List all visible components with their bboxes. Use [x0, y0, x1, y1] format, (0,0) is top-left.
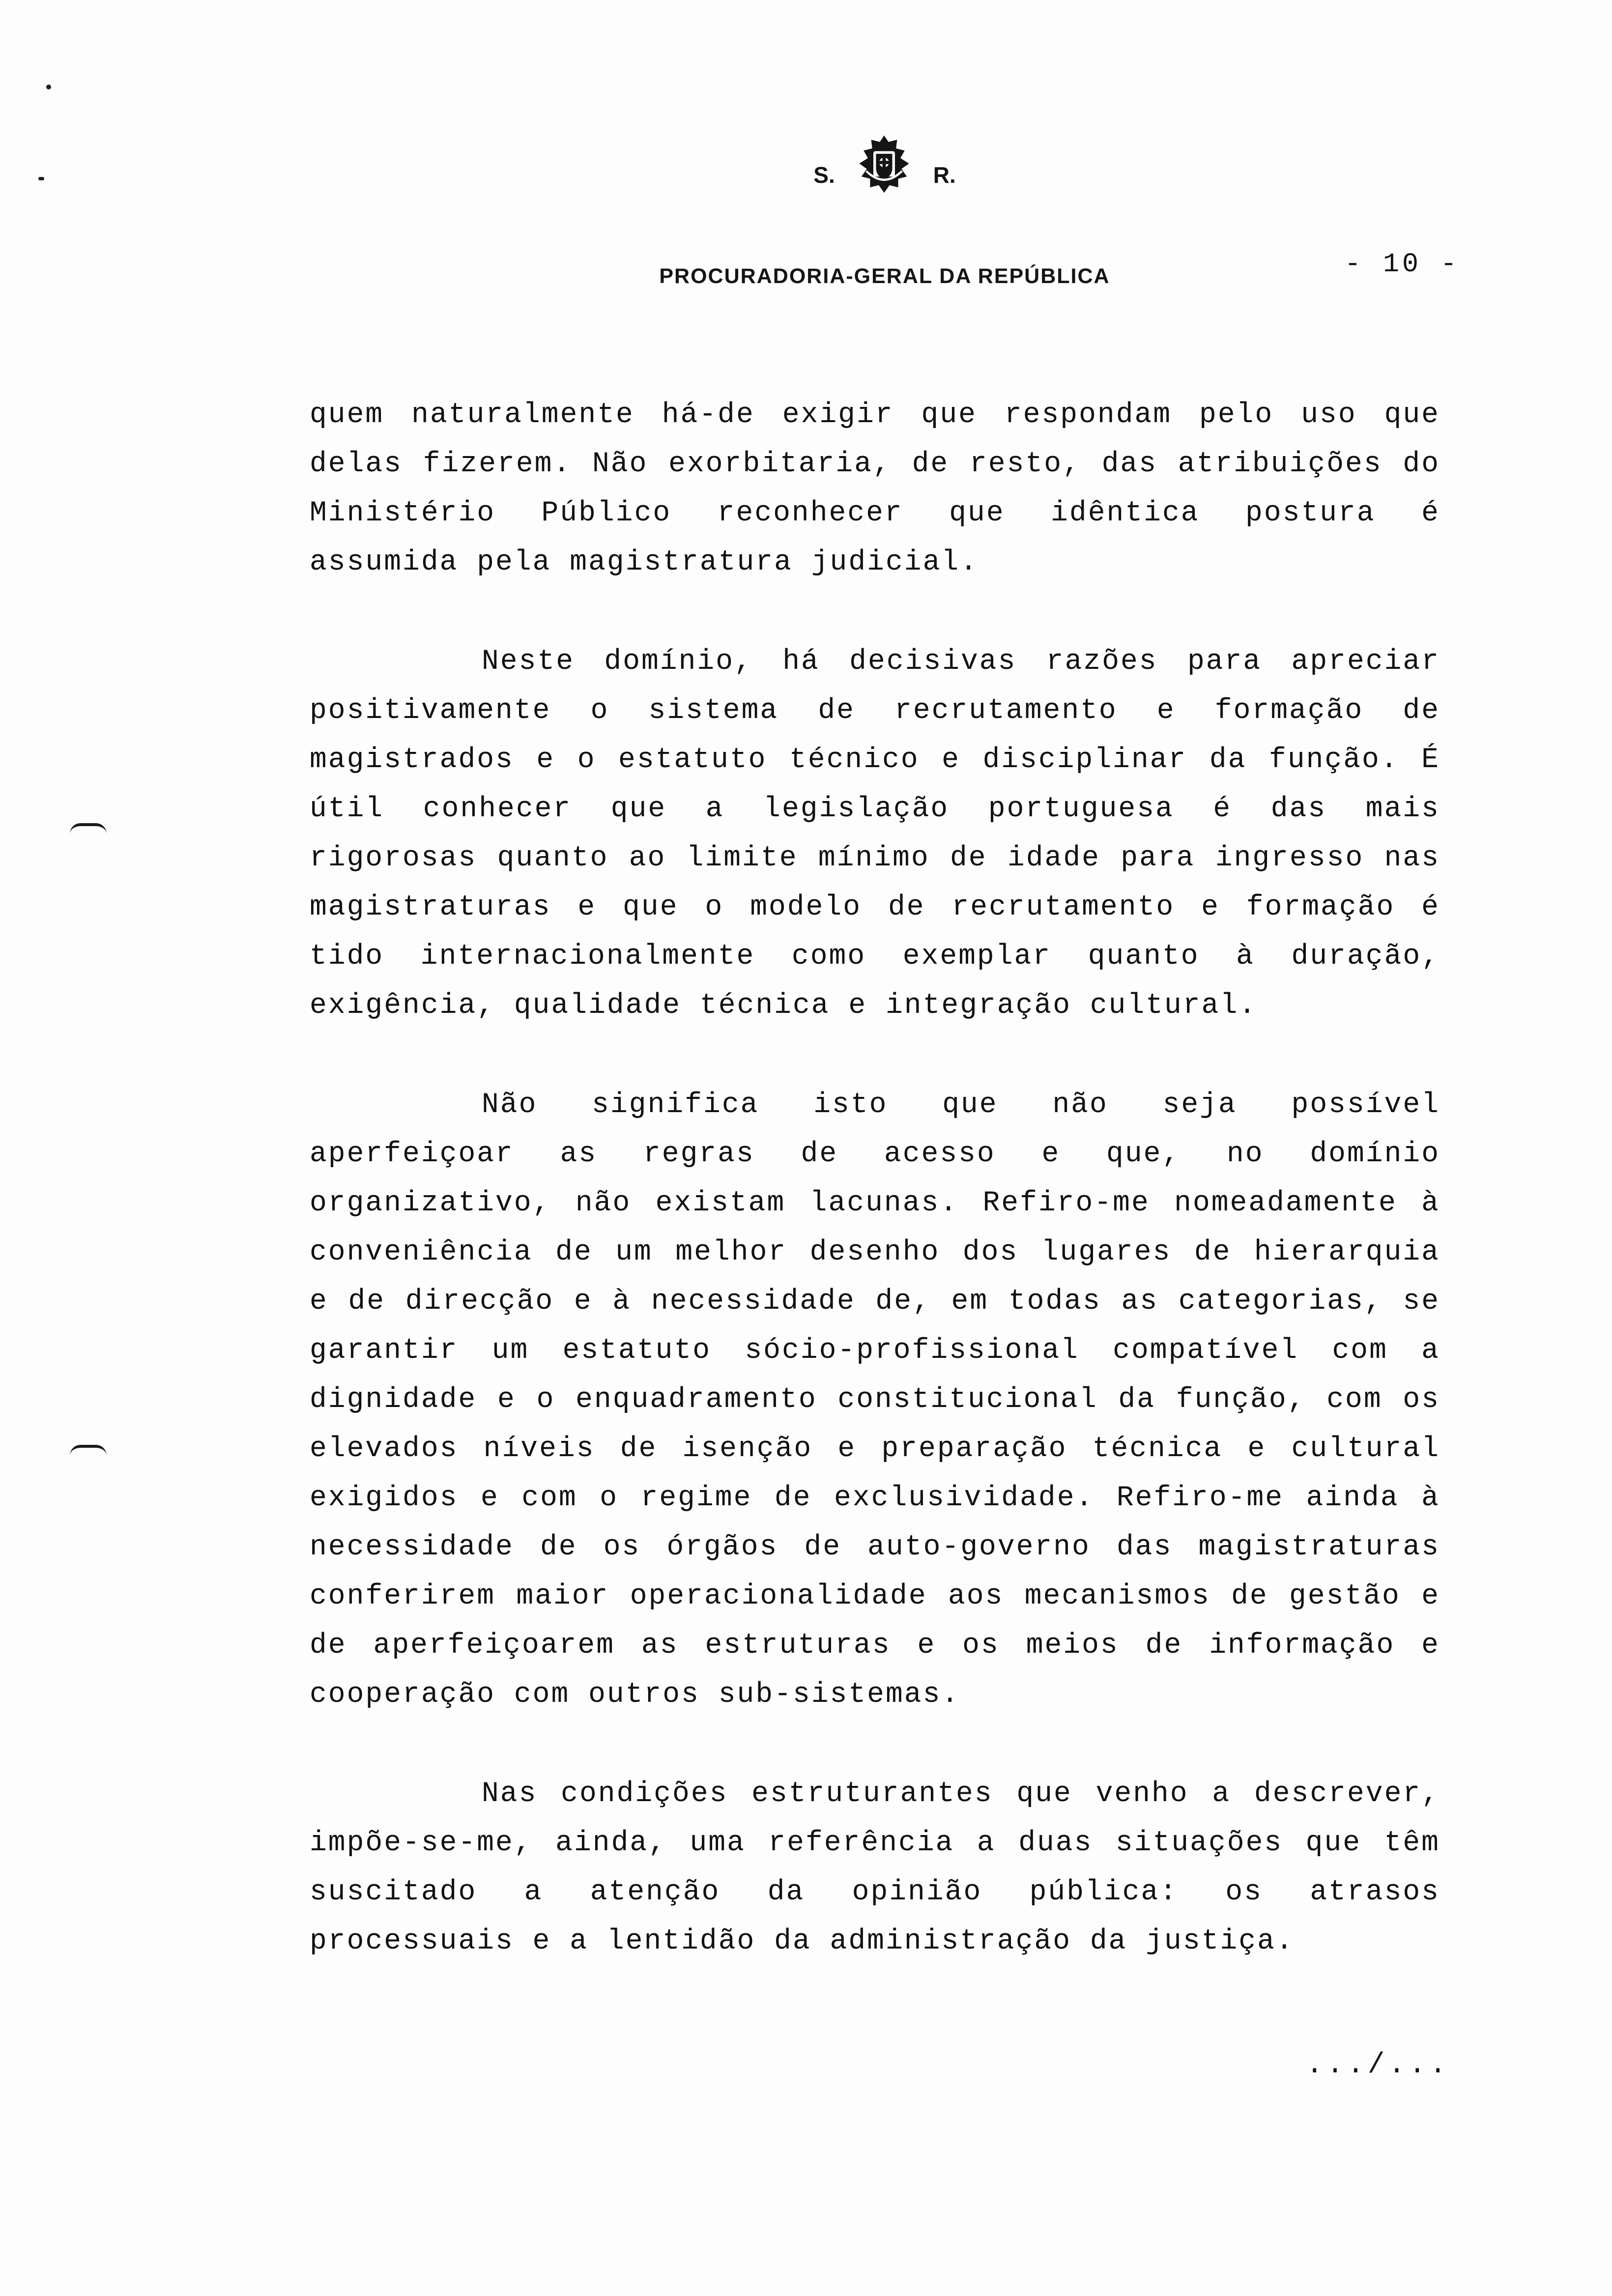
letter-body: [310, 391, 1440, 2016]
organization-name: PROCURADORIA-GERAL DA REPÚBLICA: [659, 264, 1110, 288]
body-paragraph: Não significa isto que não seja possível aperfeiçoar as regras de acesso e que, no domínio organizativo, não existam lacunas. Refiro-me nomeadamente à conveniência de um melhor desenho dos lugares de hierarquia e de direcção e à necessidade de, em todas as categorias, se garantir um estatuto sócio-profissional compatível com a dignidade e o enquadramento constitucional da função, com os elevados níveis de isenção e preparação técnica e cultural exigidos e com o regime de exclusividade. Refiro-me ainda à necessidade de os órgãos de auto-governo das magistraturas conferirem maior operacionalidade aos mecanismos de gestão e de aperfeiçoarem as estruturas e os meios de informação e cooperação com outros sub-sistemas.: [310, 1089, 1440, 1711]
letterhead: [565, 123, 1204, 288]
body-paragraph: quem naturalmente há-de exigir que respondam pelo uso que delas fizerem. Não exorbitaria, de resto, das atribuições do Ministério Público reconhecer que idêntica postura é assumida pela magistratura judicial.: [310, 399, 1440, 578]
scan-dot-mark: [46, 85, 51, 89]
letterhead-right-letter: R.: [933, 162, 956, 188]
left-margin-punch-mark: [70, 823, 107, 834]
left-margin-punch-mark: [70, 1445, 107, 1456]
continuation-mark: .../...: [1306, 2049, 1450, 2081]
letterhead-emblem-row: [565, 123, 1204, 206]
scan-dash-mark: [38, 177, 44, 180]
page-number: - 10 -: [1344, 249, 1460, 280]
coat-of-arms-icon: [852, 132, 917, 197]
body-paragraph: Neste domínio, há decisivas razões para apreciar positivamente o sistema de recrutamento e formação de magistrados e o estatuto técnico e disciplinar da função. É útil conhecer que a legislação portuguesa é das mais rigorosas quanto ao limite mínimo de idade para ingresso nas magistraturas e que o modelo de recrutamento e formação é tido internacionalmente como exemplar quanto à duração, exigência, qualidade técnica e integração cultural.: [310, 646, 1440, 1022]
letterhead-left-letter: S.: [813, 162, 835, 188]
body-paragraph: Nas condições estruturantes que venho a descrever, impõe-se-me, ainda, uma referência a duas situações que têm suscitado a atenção da opinião pública: os atrasos processuais e a lentidão da administração da justiça.: [310, 1778, 1440, 1957]
